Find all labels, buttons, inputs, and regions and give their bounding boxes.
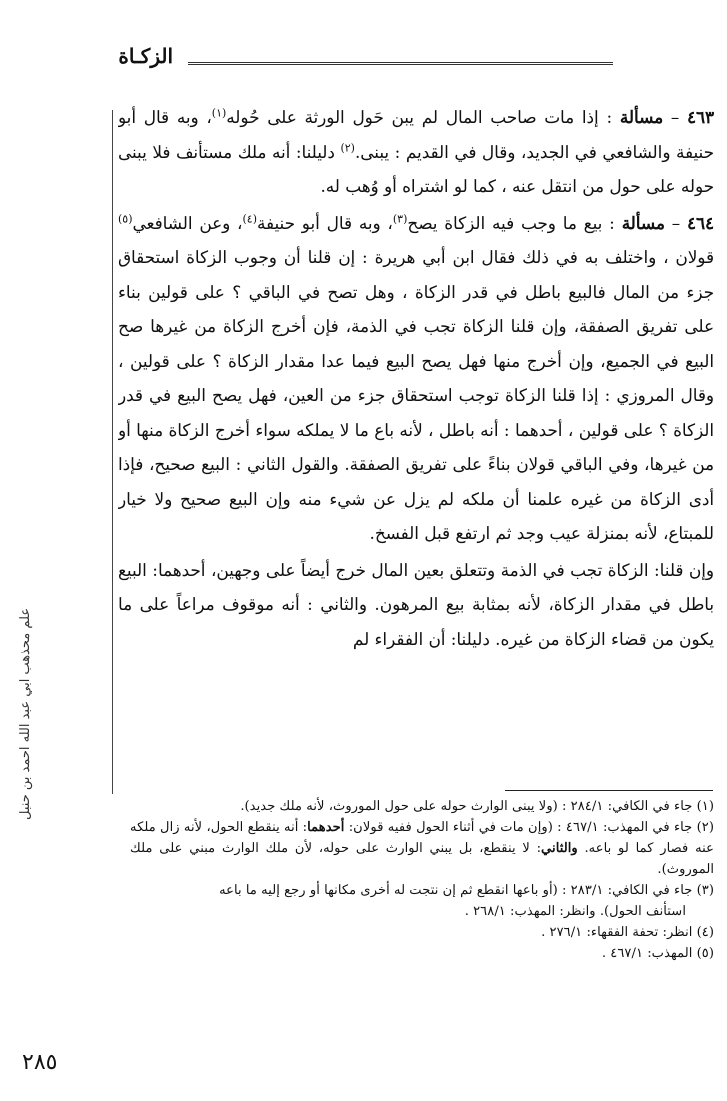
issue-number: ٤٦٤ bbox=[686, 212, 714, 233]
footnote-ref: (٤) bbox=[242, 211, 257, 225]
footnote-ref: (٣) bbox=[392, 211, 408, 225]
issue-464-continuation: وإن قلنا: الزكاة تجب في الذمة وتتعلق بعين المال خرج أيضاً على وجهين، أحدهما: البيع باطل في مقدار الزكاة، لأنه بمثابة بيع المرهون. والثاني : أنه موقوف مراعاً على ما يكون من قضاء الزكاة من غيره. دليلنا: أن الفقراء لم bbox=[118, 559, 714, 649]
footnote-2 bbox=[130, 817, 714, 880]
issue-text: ، وعن الشافعي bbox=[132, 212, 243, 233]
header-rule bbox=[188, 62, 613, 65]
footnote-3-continuation: استأنف الحول). وانظر: المهذب: ٢٦٨/١ . bbox=[464, 904, 686, 919]
issue-463: ٤٦٣ – مسألة : إذا مات صاحب المال لم يبن حَول الورثة على حُوله$^{(١)}$، وبه قال أبو حنيفة والشافعي في الجديد، وقال في القديم : يبنى.$^{(٢)}$ دليلنا: أنه ملك مستأنف فلا يبنى حوله على حول من انتقل عنه ، كما لو اشتراه أو وُهب له. bbox=[118, 106, 714, 196]
issue-label: مسألة bbox=[619, 107, 664, 127]
footnote-text: : أنه ينقطع الحول، لأنه زال ملكه عنه فصار كما لو باعه. bbox=[130, 820, 715, 856]
footnote-ref: (٢) bbox=[340, 140, 355, 154]
issue-text: : إذا مات صاحب المال لم يبن حَول الورثة على حُوله bbox=[226, 107, 613, 127]
footnote-text: (٢) جاء في المهذب: ٤٦٧/١ : (وإن مات في أثناء الحول ففيه قولان: bbox=[344, 820, 714, 835]
issue-464: ٤٦٤ – مسألة : بيع ما وجب فيه الزكاة يصح$^{(٣)}$، وبه قال أبو حنيفة$^{(٤)}$، وعن الشافعي$^{(٥)}$ قولان ، واختلف به في ذلك فقال ابن أبي هريرة : إن قلنا أن وجوب الزكاة استحقاق جزء من المال فالبيع باطل في قدر الزكاة ، وهل تصح في الباقي ؟ على قولين بناء على تفريق الصفقة، وإن قلنا الزكاة تجب في الذمة، فإن أخرج الزكاة من غيرها صح البيع في الجميع، وإن أخرج منها فهل يصح البيع فيما عدا مقدار الزكاة ؟ على قولين ، وقال المروزي : إذا قلنا الزكاة توجب استحقاق جزء من العين، فهل يصح البيع في قدر الزكاة ؟ على قولين ، أحدهما : أنه باطل ، لأنه باع ما لا يملكه سواء أخرج الزكاة منها أو من غيرها، وفي الباقي قولان بناءً على تفريق الصفقة. والقول الثاني : البيع صحيح، فإذا أدى الزكاة من غيره علمنا أن ملكه لم يزل عن شيء منه وإن البيع صحيح ولا خيار للمبتاع، لأنه بمنزلة عيب وجد ثم ارتفع قبل الفسخ. bbox=[118, 211, 714, 543]
footnote-keyword: والثاني bbox=[541, 841, 578, 856]
body-text bbox=[118, 100, 714, 790]
footnote-ref: (٥) bbox=[118, 211, 133, 225]
side-margin-rule bbox=[112, 110, 113, 794]
issue-label: مسألة bbox=[621, 212, 665, 233]
issue-text: قولان ، واختلف به في ذلك فقال ابن أبي هريرة : إن قلنا أن وجوب الزكاة استحقاق جزء من المال فالبيع باطل في قدر الزكاة ، وهل تصح في الباقي ؟ على قولين بناء على تفريق الصفقة، وإن قلنا الزكاة تجب في الذمة، فإن أخرج الزكاة من غيرها صح البيع في الجميع، وإن أخرج منها فهل يصح البيع فيما عدا مقدار الزكاة ؟ على قولين ، وقال المروزي : إذا قلنا الزكاة توجب استحقاق جزء من العين، فهل يصح البيع في قدر الزكاة ؟ على قولين ، أحدهما : أنه باطل ، لأنه باع ما لا يملكه سواء أخرج الزكاة منها أو من غيرها، وفي الباقي قولان بناءً على تفريق الصفقة. والقول الثاني : البيع صحيح، فإذا أدى الزكاة من غيره علمنا أن ملكه لم يزل عن شيء منه وإن البيع صحيح ولا خيار للمبتاع، لأنه بمنزلة عيب وجد ثم ارتفع قبل الفسخ. bbox=[118, 247, 714, 543]
page-number: ٢٨٥ bbox=[22, 1050, 58, 1075]
issue-text: ، وبه قال أبو حنيفة bbox=[256, 212, 393, 233]
issue-text: دليلنا: أنه ملك مستأنف فلا يبنى حوله على حول من انتقل عنه ، كما لو اشتراه أو وُهب له. bbox=[118, 141, 714, 196]
footnote-text: : لا ينقطع، بل يبني الوارث على حوله، لأن ملك الوارث مبني على ملك الموروث). bbox=[130, 841, 714, 877]
issue-text: ، وبه قال أبو حنيفة والشافعي في الجديد، وقال في القديم : يبنى. bbox=[118, 107, 714, 162]
running-header-title: الزكـاة bbox=[118, 44, 173, 68]
footnote-1: (١) جاء في الكافي: ٢٨٤/١ : (ولا يبنى الوارث حوله على حول الموروث، لأنه ملك جديد). bbox=[240, 799, 714, 814]
footnote-4: (٤) انظر: تحفة الفقهاء: ٢٧٦/١ . bbox=[541, 925, 714, 940]
issue-number: ٤٦٣ bbox=[686, 107, 714, 127]
footnote-keyword: أحدهما bbox=[307, 820, 345, 835]
footnote-ref: (١) bbox=[211, 106, 227, 120]
issue-text: : بيع ما وجب فيه الزكاة يصح bbox=[407, 212, 615, 233]
footnote-5: (٥) المهذب: ٤٦٧/١ . bbox=[601, 946, 714, 961]
footnotes bbox=[130, 796, 714, 964]
side-running-title: علم محذهب ابي عبد الله احمد بن حنبل bbox=[18, 607, 33, 820]
footnote-3: (٣) جاء في الكافي: ٢٨٣/١ : (أو باعها انقطع ثم إن نتجت له أخرى مكانها أو رجع إليه ما باعه bbox=[219, 883, 714, 898]
footnote-rule bbox=[505, 790, 713, 791]
